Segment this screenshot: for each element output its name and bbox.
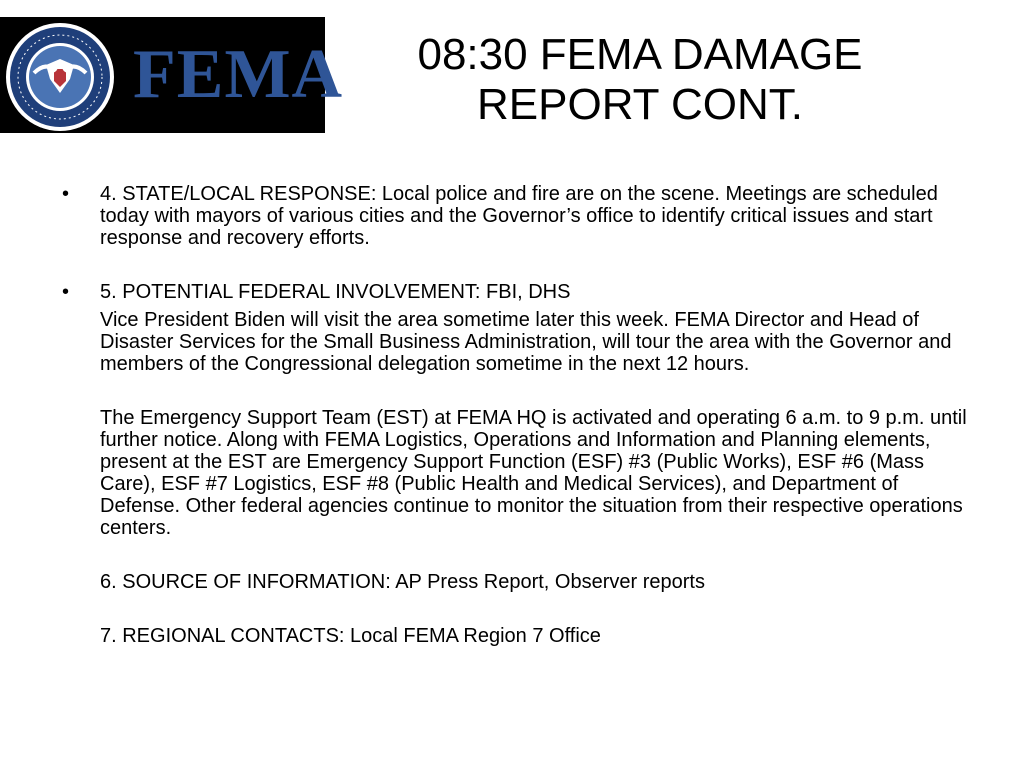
paragraph: • 4. STATE/LOCAL RESPONSE: Local police and fire are on the scene. Meetings are scheduled today with mayors of various cities and the Governor’s office to identify critical issues and start response and recovery efforts. bbox=[100, 183, 938, 249]
title-line-2: REPORT CONT. bbox=[477, 80, 803, 129]
list-item-est-status bbox=[60, 407, 970, 539]
title-line-1: 08:30 FEMA DAMAGE bbox=[417, 30, 863, 79]
list-item-source bbox=[60, 571, 970, 593]
paragraph: The Emergency Support Team (EST) at FEMA HQ is activated and operating 6 a.m. to 9 p.m. until further notice. Along with FEMA Logistics, Operations and Information and Planning elements, present at the EST are Emergency Support Function (ESF) #3 (Public Works), ESF #6 (Mass Care), ESF #7 Logistics, ESF #8 (Public Health and Medical Services), and Department of Defense. Other federal agencies continue to monitor the situation from their respective operations centers. bbox=[100, 407, 967, 539]
slide-title bbox=[345, 30, 935, 130]
list-item-state-local-response bbox=[60, 183, 970, 249]
report-body bbox=[60, 183, 970, 679]
paragraph-heading: • 5. POTENTIAL FEDERAL INVOLVEMENT: FBI, DHS bbox=[100, 281, 571, 303]
list-item-regional-contacts bbox=[60, 625, 970, 647]
paragraph: Vice President Biden will visit the area sometime later this week. FEMA Director and Head of Disaster Services for the Small Business Administration, will tour the area with the Governor and members of the Congressional delegation sometime in the next 12 hours. bbox=[100, 309, 952, 375]
fema-wordmark: FEMA bbox=[133, 36, 344, 113]
paragraph: 7. REGIONAL CONTACTS: Local FEMA Region 7 Office bbox=[100, 625, 601, 647]
fema-logo-banner bbox=[0, 17, 344, 133]
paragraph: 6. SOURCE OF INFORMATION: AP Press Report, Observer reports bbox=[100, 571, 705, 593]
list-item-federal-involvement bbox=[60, 281, 970, 375]
dhs-seal-icon bbox=[4, 21, 116, 133]
